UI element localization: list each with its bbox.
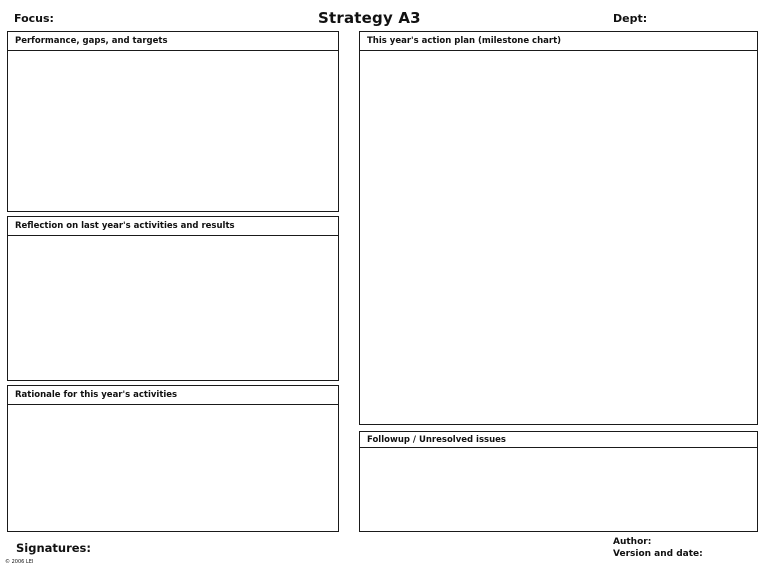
followup-heading: Followup / Unresolved issues <box>360 432 757 448</box>
performance-heading: Performance, gaps, and targets <box>8 32 338 51</box>
performance-content-area[interactable] <box>8 51 338 211</box>
rationale-heading: Rationale for this year's activities <box>8 386 338 405</box>
focus-label: Focus: <box>14 12 54 25</box>
page-title: Strategy A3 <box>318 9 421 27</box>
version-date-label: Version and date: <box>613 549 703 559</box>
action-plan-section <box>359 31 758 425</box>
performance-section <box>7 31 339 212</box>
followup-section <box>359 431 758 532</box>
author-label: Author: <box>613 537 652 547</box>
copyright-text: © 2006 LEI <box>5 559 34 565</box>
reflection-section <box>7 216 339 381</box>
rationale-section <box>7 385 339 532</box>
action-plan-content-area[interactable] <box>360 51 757 424</box>
signatures-label: Signatures: <box>16 541 92 555</box>
action-plan-heading: This year's action plan (milestone chart) <box>360 32 757 51</box>
followup-content-area[interactable] <box>360 448 757 531</box>
reflection-content-area[interactable] <box>8 236 338 380</box>
dept-label: Dept: <box>613 12 648 25</box>
rationale-content-area[interactable] <box>8 405 338 531</box>
reflection-heading: Reflection on last year's activities and results <box>8 217 338 236</box>
